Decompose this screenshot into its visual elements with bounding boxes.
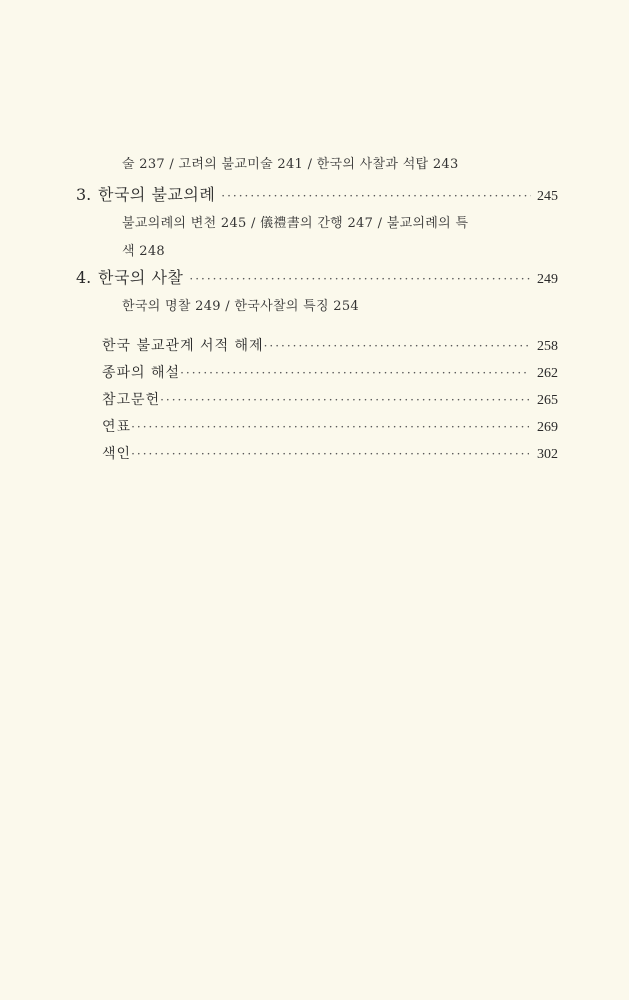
- page-number: 249: [537, 272, 558, 287]
- toc-subentries-line: 불교의례의 변천 245 / 儀禮書의 간행 247 / 불교의례의 특: [122, 216, 469, 231]
- toc-appendix-entry: [102, 389, 558, 409]
- dot-leader: [264, 339, 529, 353]
- page-number: 265: [537, 393, 558, 408]
- toc-subentries-line: 한국의 명찰 249 / 한국사찰의 특징 254: [122, 299, 359, 314]
- dot-leader: [131, 420, 529, 434]
- page-number: 245: [537, 189, 558, 204]
- dot-leader: [160, 393, 529, 407]
- dot-leader: [131, 447, 529, 461]
- toc-appendix-entry: [102, 362, 558, 382]
- page-number: 269: [537, 420, 558, 435]
- page-number: 258: [537, 339, 558, 354]
- section-title: 한국의 사찰: [98, 268, 184, 287]
- entry-title: 색인: [102, 446, 132, 462]
- section-title: 한국의 불교의례: [98, 185, 216, 204]
- dot-leader: [189, 272, 531, 286]
- section-number: 4.: [76, 268, 92, 287]
- toc-subentries-line: 색 248: [122, 244, 166, 259]
- toc-appendix-entry: [102, 443, 558, 463]
- entry-title: 연표: [102, 419, 132, 435]
- section-number: 3.: [76, 185, 92, 204]
- toc-section-4: [76, 265, 558, 288]
- dot-leader: [221, 189, 531, 203]
- page-number: 262: [537, 366, 558, 381]
- toc-subentries-line: 술 237 / 고려의 불교미술 241 / 한국의 사찰과 석탑 243: [122, 157, 459, 172]
- toc-appendix-entry: [102, 416, 558, 436]
- entry-title: 한국 불교관계 서적 해제: [102, 338, 264, 354]
- toc-appendix-entry: [102, 335, 558, 355]
- entry-title: 참고문헌: [102, 392, 161, 408]
- page-number: 302: [537, 447, 558, 462]
- toc-section-3: [76, 182, 558, 205]
- dot-leader: [180, 366, 529, 380]
- entry-title: 종파의 해설: [102, 365, 181, 381]
